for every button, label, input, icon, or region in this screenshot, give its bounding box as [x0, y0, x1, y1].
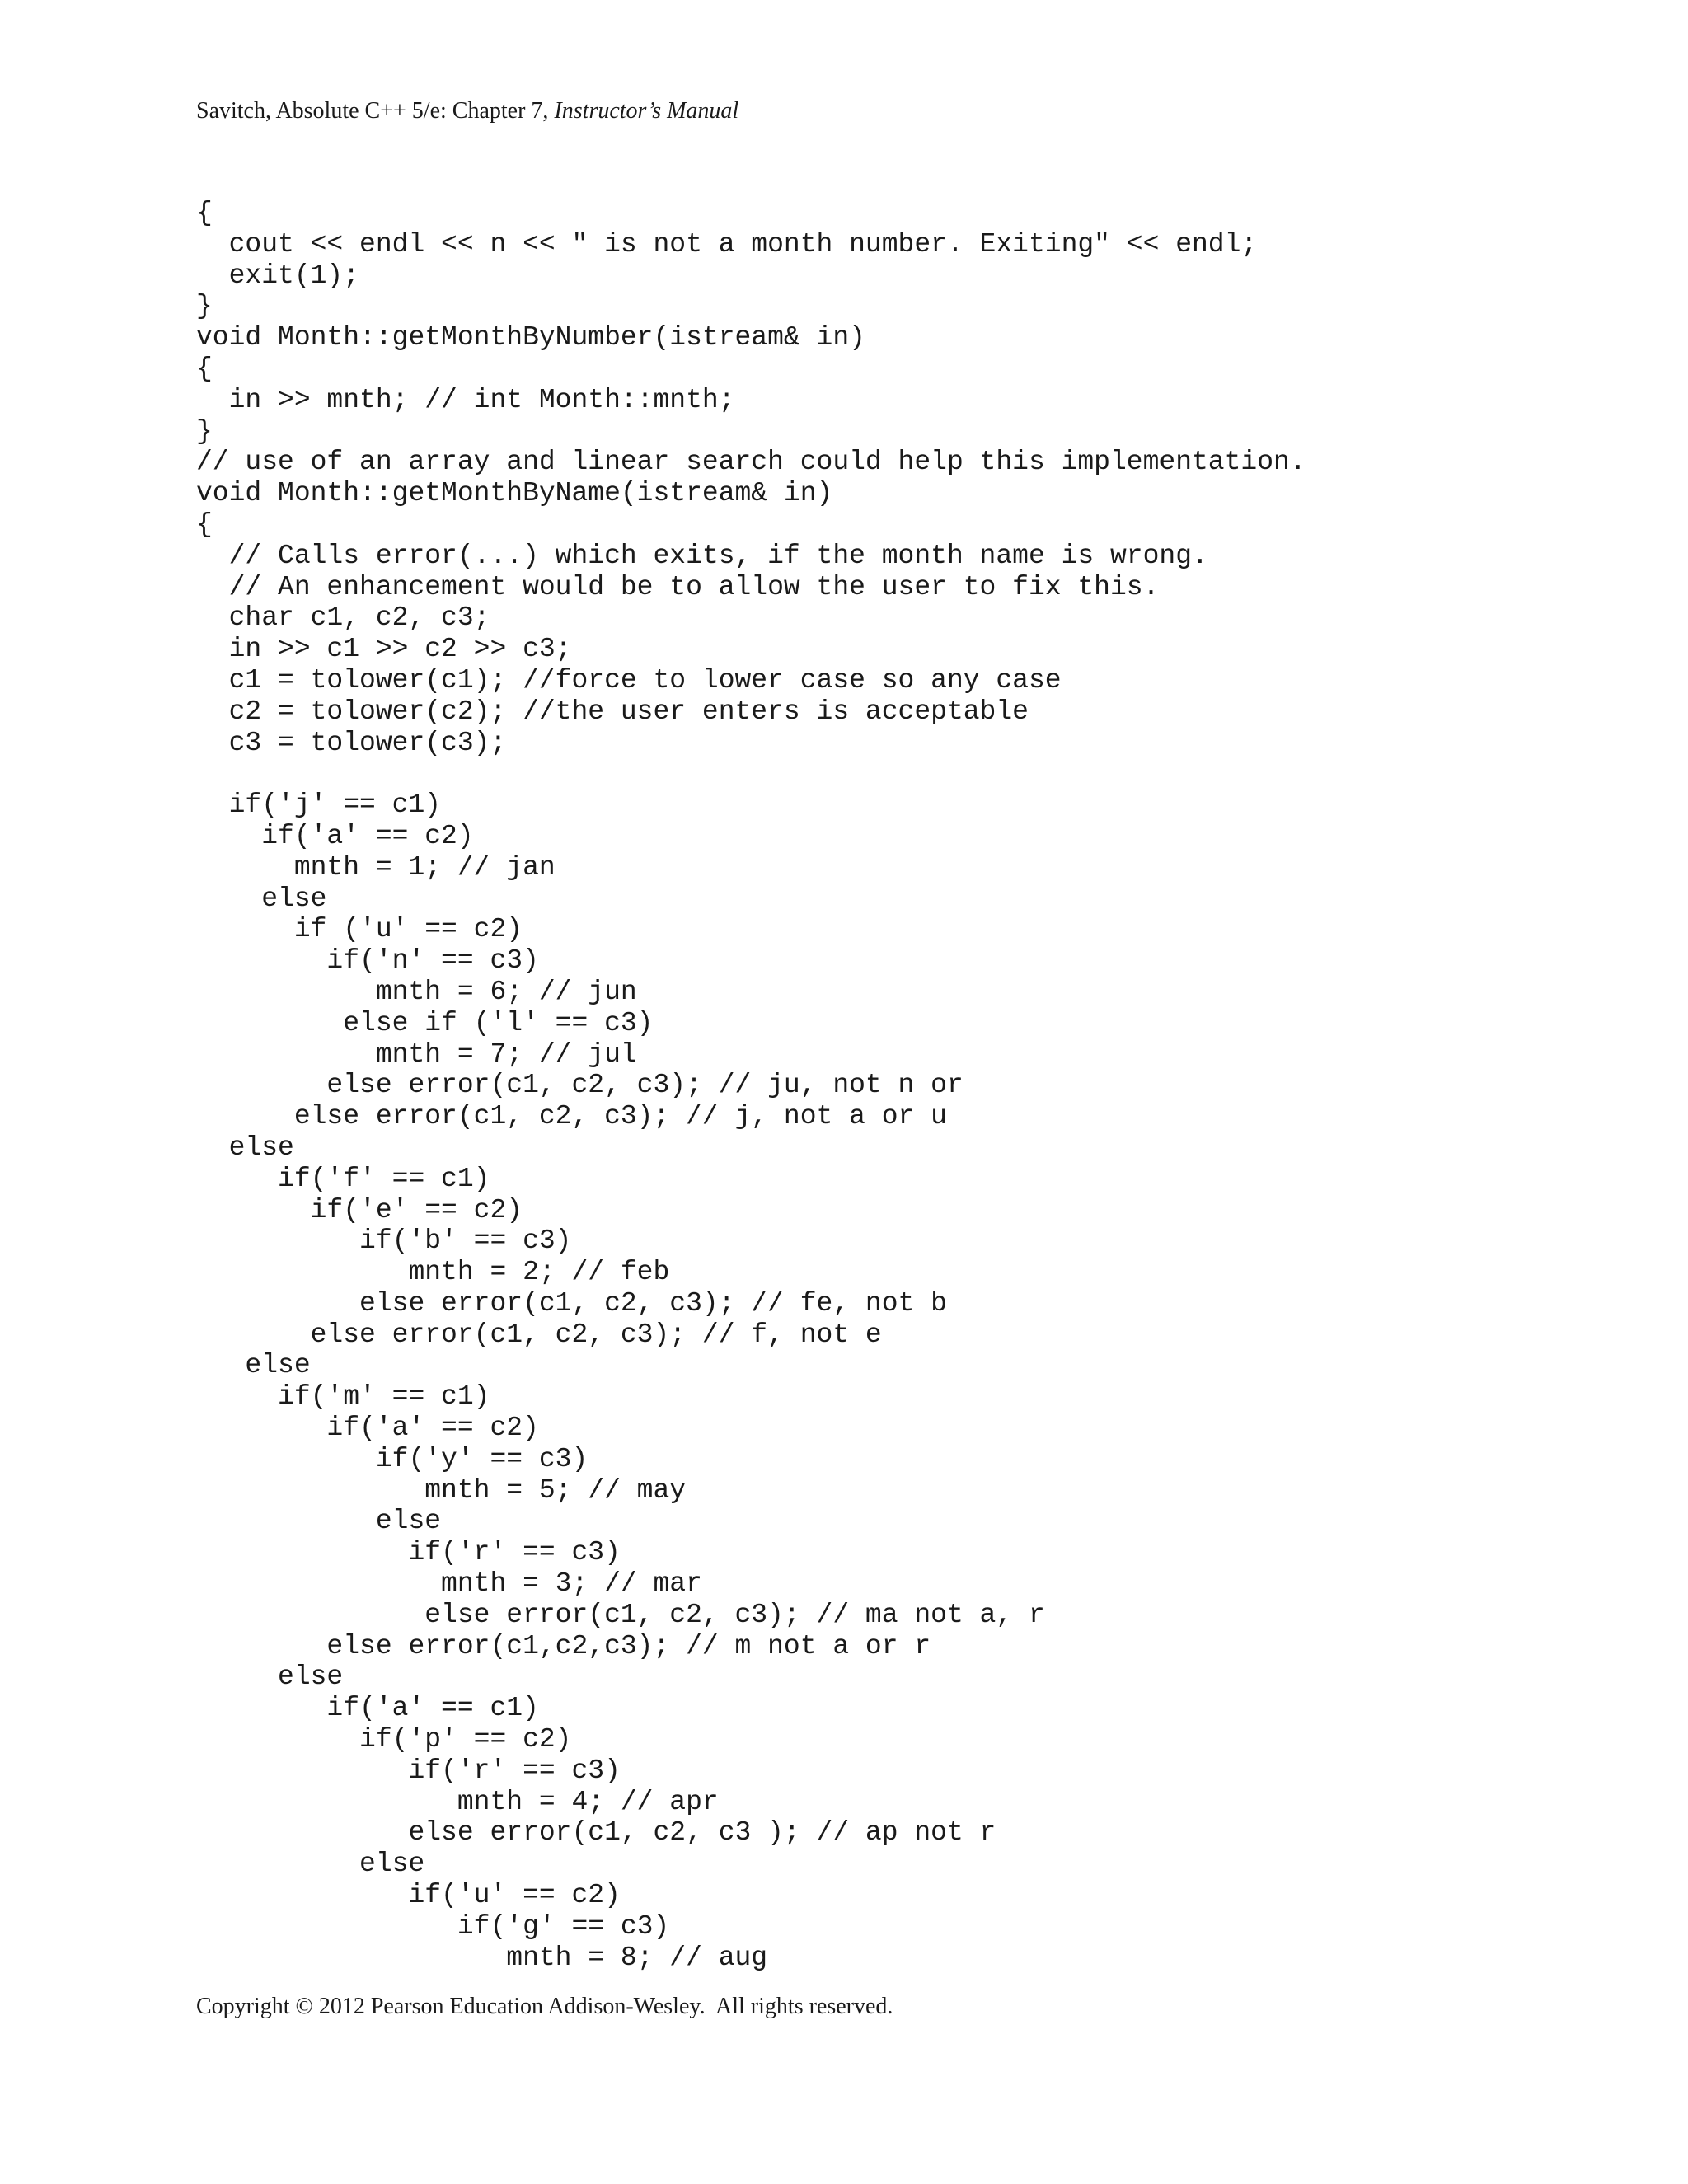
code-line: else: [196, 1849, 425, 1880]
code-line: mnth = 7; // jul: [196, 1038, 637, 1070]
code-line: in >> c1 >> c2 >> c3;: [196, 634, 572, 665]
copyright-footer: Copyright © 2012 Pearson Education Addison-Wesley. All rights reserved.: [196, 1994, 893, 2019]
code-line: if('e' == c2): [196, 1194, 523, 1226]
code-line: // Calls error(...) which exits, if the month name is wrong.: [196, 540, 1208, 571]
code-line: [196, 758, 1306, 790]
code-line: if('a' == c2): [196, 820, 474, 851]
code-line: {: [196, 353, 213, 384]
code-line: if('f' == c1): [196, 1163, 490, 1194]
header-italic-text: Instructor’s Manual: [554, 98, 739, 124]
code-line: char c1, c2, c3;: [196, 602, 490, 634]
code-line: else: [196, 1350, 311, 1381]
code-line: if ('u' == c2): [196, 914, 523, 945]
code-listing: [196, 198, 1306, 1973]
code-line: mnth = 6; // jun: [196, 976, 637, 1007]
code-line: if('j' == c1): [196, 790, 442, 821]
code-line: cout << endl << n << " is not a month number. Exiting" << endl;: [196, 228, 1258, 260]
code-line: c3 = tolower(c3);: [196, 727, 507, 758]
code-line: mnth = 8; // aug: [196, 1942, 768, 1973]
code-line: mnth = 4; // apr: [196, 1786, 719, 1817]
page-header: [196, 97, 738, 125]
code-line: else error(c1, c2, c3); // fe, not b: [196, 1287, 947, 1319]
code-line: if('u' == c2): [196, 1880, 621, 1911]
code-line: if('m' == c1): [196, 1381, 490, 1413]
code-line: else error(c1, c2, c3); // ma not a, r: [196, 1599, 1045, 1630]
code-line: // An enhancement would be to allow the user to fix this.: [196, 571, 1160, 602]
code-line: c2 = tolower(c2); //the user enters is acceptable: [196, 696, 1029, 727]
code-line: c1 = tolower(c1); //force to lower case so any case: [196, 664, 1062, 696]
header-text: Savitch, Absolute C++ 5/e: Chapter 7,: [196, 98, 555, 124]
code-line: else error(c1,c2,c3); // m not a or r: [196, 1630, 931, 1661]
code-line: exit(1);: [196, 260, 360, 291]
code-line: if('p' == c2): [196, 1724, 572, 1755]
code-line: else: [196, 883, 327, 914]
code-line: else: [196, 1661, 344, 1693]
code-line: if('g' == c3): [196, 1910, 670, 1942]
code-line: }: [196, 415, 213, 447]
code-line: }: [196, 291, 213, 322]
code-line: mnth = 3; // mar: [196, 1568, 702, 1600]
code-line: if('a' == c2): [196, 1413, 539, 1444]
code-line: if('r' == c3): [196, 1755, 621, 1786]
code-line: else error(c1, c2, c3); // j, not a or u: [196, 1101, 947, 1132]
code-line: in >> mnth; // int Month::mnth;: [196, 384, 735, 415]
code-line: void Month::getMonthByName(istream& in): [196, 478, 833, 509]
code-line: else error(c1, c2, c3); // f, not e: [196, 1319, 882, 1350]
code-line: mnth = 5; // may: [196, 1474, 687, 1506]
code-line: else: [196, 1132, 294, 1163]
code-line: else if ('l' == c3): [196, 1007, 654, 1038]
code-line: else: [196, 1506, 442, 1537]
code-line: mnth = 1; // jan: [196, 851, 556, 883]
code-line: else error(c1, c2, c3); // ju, not n or: [196, 1070, 964, 1101]
code-line: void Month::getMonthByNumber(istream& in): [196, 322, 865, 354]
code-line: if('a' == c1): [196, 1693, 539, 1724]
code-line: if('r' == c3): [196, 1537, 621, 1568]
code-line: mnth = 2; // feb: [196, 1257, 670, 1288]
code-line: if('b' == c3): [196, 1226, 572, 1257]
code-line: {: [196, 509, 213, 540]
code-line: // use of an array and linear search could help this implementation.: [196, 447, 1306, 478]
code-line: {: [196, 198, 213, 228]
code-line: if('n' == c3): [196, 945, 539, 977]
code-line: if('y' == c3): [196, 1443, 588, 1474]
code-line: else error(c1, c2, c3 ); // ap not r: [196, 1817, 996, 1849]
